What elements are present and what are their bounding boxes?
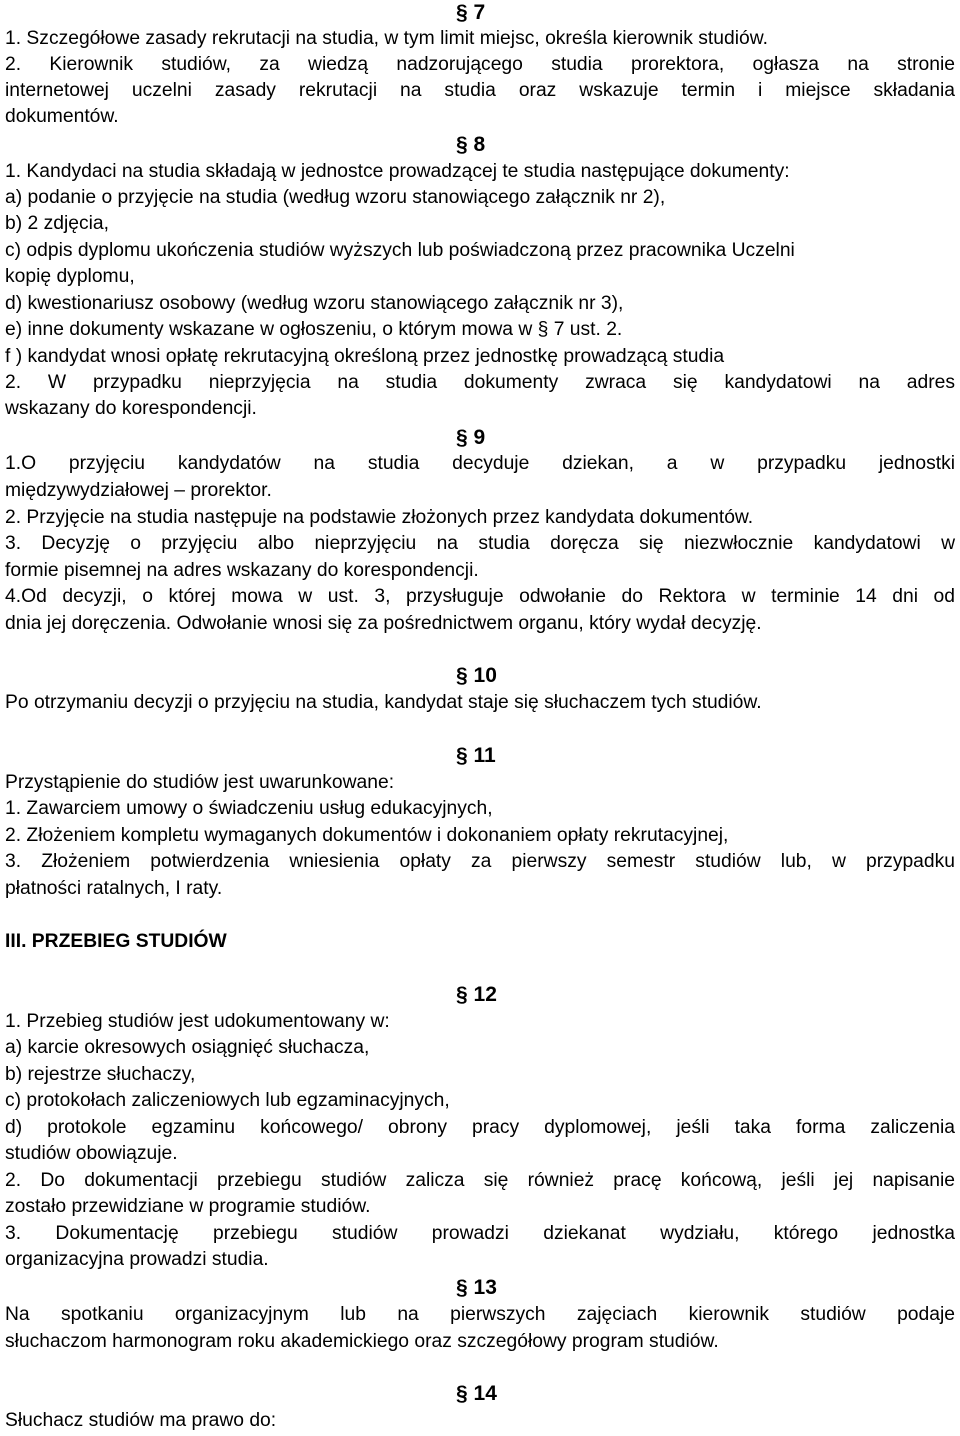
paragraph-line: d) protokole egzaminu końcowego/ obrony pracy dyplomowej, jeśli taka forma zaliczenia bbox=[5, 1117, 955, 1138]
paragraph-line: 2. Do dokumentacji przebiegu studiów zalicza się również pracę końcową, jeśli jej napisanie bbox=[5, 1170, 955, 1191]
section-heading-9: § 9 bbox=[456, 426, 486, 449]
paragraph-line: b) rejestrze słuchaczy, bbox=[5, 1064, 196, 1085]
paragraph-line: 4.Od decyzji, o której mowa w ust. 3, przysługuje odwołanie do Rektora w terminie 14 dni od bbox=[5, 586, 955, 607]
paragraph-line: płatności ratalnych, I raty. bbox=[5, 878, 223, 899]
paragraph-line: e) inne dokumenty wskazane w ogłoszeniu, o którym mowa w § 7 ust. 2. bbox=[5, 319, 623, 340]
paragraph-line: dokumentów. bbox=[5, 106, 119, 127]
paragraph-line: d) kwestionariusz osobowy (według wzoru stanowiącego załącznik nr 3), bbox=[5, 293, 624, 314]
paragraph-line: dnia jej doręczenia. Odwołanie wnosi się za pośrednictwem organu, który wydał decyzję. bbox=[5, 613, 762, 634]
paragraph-line: 3. Decyzję o przyjęciu albo nieprzyjęciu na studia doręcza się niezwłocznie kandydatowi w bbox=[5, 533, 955, 554]
chapter-heading: III. PRZEBIEG STUDIÓW bbox=[5, 931, 227, 952]
paragraph-line: formie pisemnej na adres wskazany do korespondencji. bbox=[5, 560, 479, 581]
paragraph-line: c) odpis dyplomu ukończenia studiów wyższych lub poświadczoną przez pracownika Uczelni bbox=[5, 240, 795, 261]
paragraph-line: zostało przewidziane w programie studiów. bbox=[5, 1196, 371, 1217]
paragraph-line: 1. Przebieg studiów jest udokumentowany w: bbox=[5, 1011, 390, 1032]
paragraph-line: internetowej uczelni zasady rekrutacji na studia oraz wskazuje termin i miejsce składania bbox=[5, 80, 955, 101]
section-heading-13: § 13 bbox=[456, 1276, 497, 1299]
paragraph-line: 2. Przyjęcie na studia następuje na podstawie złożonych przez kandydata dokumentów. bbox=[5, 507, 754, 528]
section-heading-8: § 8 bbox=[456, 133, 486, 156]
paragraph-line: 1. Kandydaci na studia składają w jednostce prowadzącej te studia następujące dokumenty: bbox=[5, 161, 790, 182]
paragraph-line: c) protokołach zaliczeniowych lub egzaminacyjnych, bbox=[5, 1090, 450, 1111]
paragraph-line: Po otrzymaniu decyzji o przyjęciu na studia, kandydat staje się słuchaczem tych studiów. bbox=[5, 692, 762, 713]
paragraph-line: organizacyjna prowadzi studia. bbox=[5, 1249, 269, 1270]
paragraph-line: 2. W przypadku nieprzyjęcia na studia dokumenty zwraca się kandydatowi na adres bbox=[5, 372, 955, 393]
paragraph-line: 1. Szczegółowe zasady rekrutacji na studia, w tym limit miejsc, określa kierownik studiów. bbox=[5, 28, 768, 49]
paragraph-line: kopię dyplomu, bbox=[5, 266, 135, 287]
paragraph-line: studiów obowiązuje. bbox=[5, 1143, 178, 1164]
paragraph-line: Na spotkaniu organizacyjnym lub na pierwszych zajęciach kierownik studiów podaje bbox=[5, 1304, 955, 1325]
paragraph-line: międzywydziałowej – prorektor. bbox=[5, 480, 272, 501]
section-heading-12: § 12 bbox=[456, 983, 497, 1006]
paragraph-line: 3. Dokumentację przebiegu studiów prowadzi dziekanat wydziału, którego jednostka bbox=[5, 1223, 955, 1244]
paragraph-line: słuchaczom harmonogram roku akademickiego oraz szczegółowy program studiów. bbox=[5, 1331, 719, 1352]
section-heading-14: § 14 bbox=[456, 1382, 497, 1405]
section-heading-10: § 10 bbox=[456, 664, 497, 687]
paragraph-line: f ) kandydat wnosi opłatę rekrutacyjną określoną przez jednostkę prowadzącą studia bbox=[5, 346, 725, 367]
paragraph-line: 3. Złożeniem potwierdzenia wniesienia opłaty za pierwszy semestr studiów lub, w przypadku bbox=[5, 851, 955, 872]
paragraph-line: a) karcie okresowych osiągnięć słuchacza, bbox=[5, 1037, 370, 1058]
paragraph-line: b) 2 zdjęcia, bbox=[5, 213, 109, 234]
section-heading-7: § 7 bbox=[456, 1, 486, 24]
paragraph-line: wskazany do korespondencji. bbox=[5, 398, 257, 419]
paragraph-line: 1.O przyjęciu kandydatów na studia decyduje dziekan, a w przypadku jednostki bbox=[5, 453, 955, 474]
section-heading-11: § 11 bbox=[456, 744, 496, 767]
paragraph-line: 2. Kierownik studiów, za wiedzą nadzorującego studia prorektora, ogłasza na stronie bbox=[5, 54, 955, 75]
paragraph-line: Słuchacz studiów ma prawo do: bbox=[5, 1410, 277, 1431]
paragraph-line: a) podanie o przyjęcie na studia (według wzoru stanowiącego załącznik nr 2), bbox=[5, 187, 666, 208]
paragraph-line: Przystąpienie do studiów jest uwarunkowane: bbox=[5, 772, 395, 793]
paragraph-line: 1. Zawarciem umowy o świadczeniu usług edukacyjnych, bbox=[5, 798, 493, 819]
paragraph-line: 2. Złożeniem kompletu wymaganych dokumentów i dokonaniem opłaty rekrutacyjnej, bbox=[5, 825, 729, 846]
